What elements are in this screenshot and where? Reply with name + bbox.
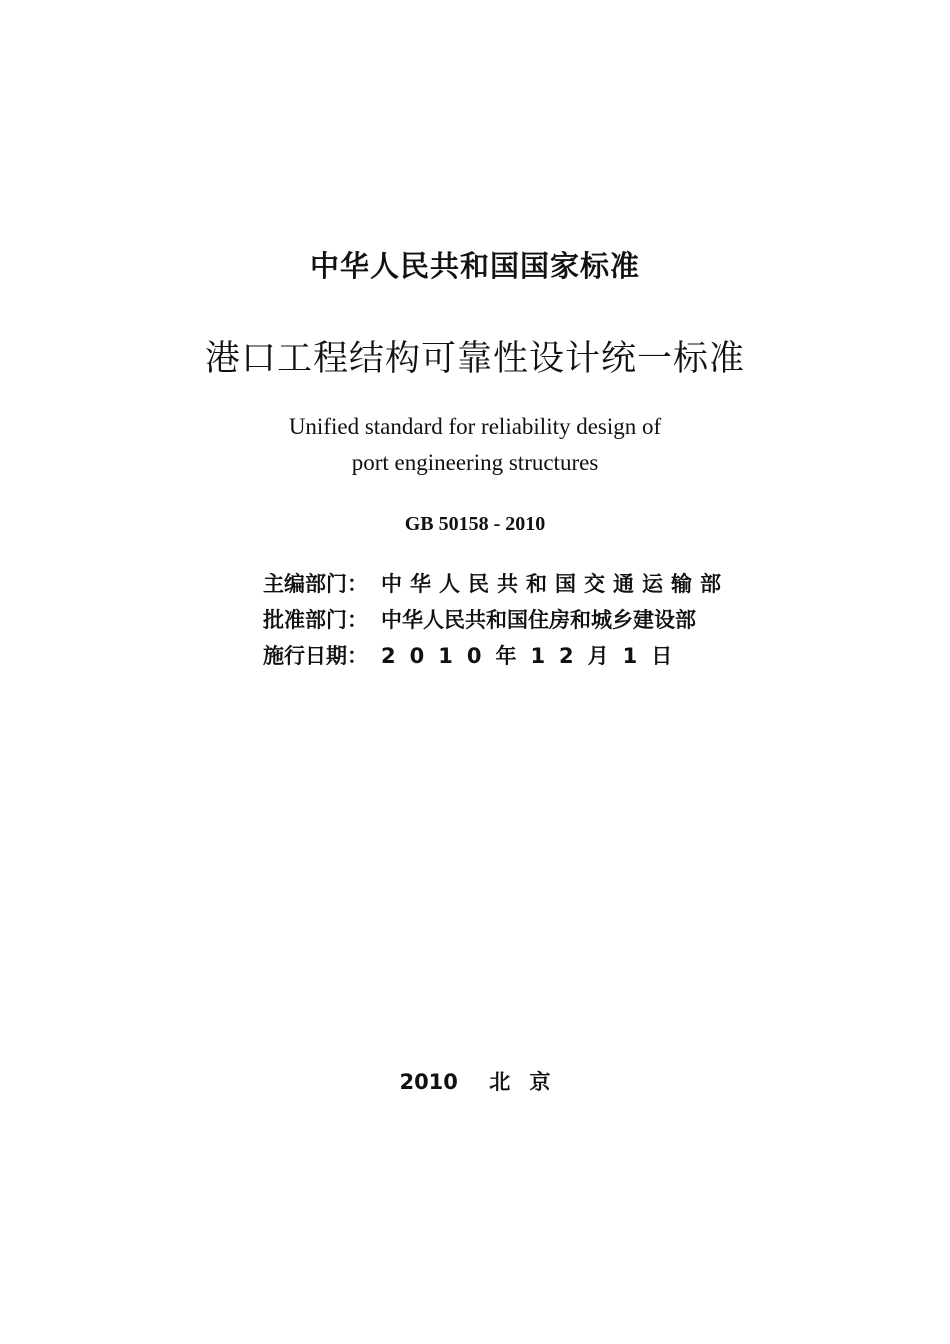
effective-date-row	[263, 638, 743, 674]
publication-city: 北 京	[489, 1070, 551, 1094]
approved-by-label: 批准部门：	[263, 608, 368, 632]
approved-by-value: 中华人民共和国住房和城乡建设部	[381, 608, 696, 632]
chief-editor-label: 主编部门：	[263, 572, 368, 596]
publication-footer	[0, 1066, 950, 1098]
national-standard-heading: 中华人民共和国国家标准	[309, 249, 640, 283]
english-title-line-2: port engineering structures	[351, 450, 599, 475]
effective-date-label: 施行日期：	[263, 644, 368, 668]
document-title-english	[0, 409, 950, 481]
chief-editor-value: 中华人民共和国交通运输部	[381, 572, 729, 596]
chief-editor-row	[263, 566, 743, 602]
document-title-chinese: 港口工程结构可靠性设计统一标准	[204, 339, 745, 379]
english-title-line-1: Unified standard for reliability design of	[288, 414, 662, 439]
effective-date-value: 2010年12月1日	[381, 644, 687, 668]
publication-meta	[263, 566, 743, 674]
standard-code: GB 50158 - 2010	[404, 513, 546, 535]
approved-by-row	[263, 602, 743, 638]
publication-year: 2010	[399, 1070, 458, 1094]
